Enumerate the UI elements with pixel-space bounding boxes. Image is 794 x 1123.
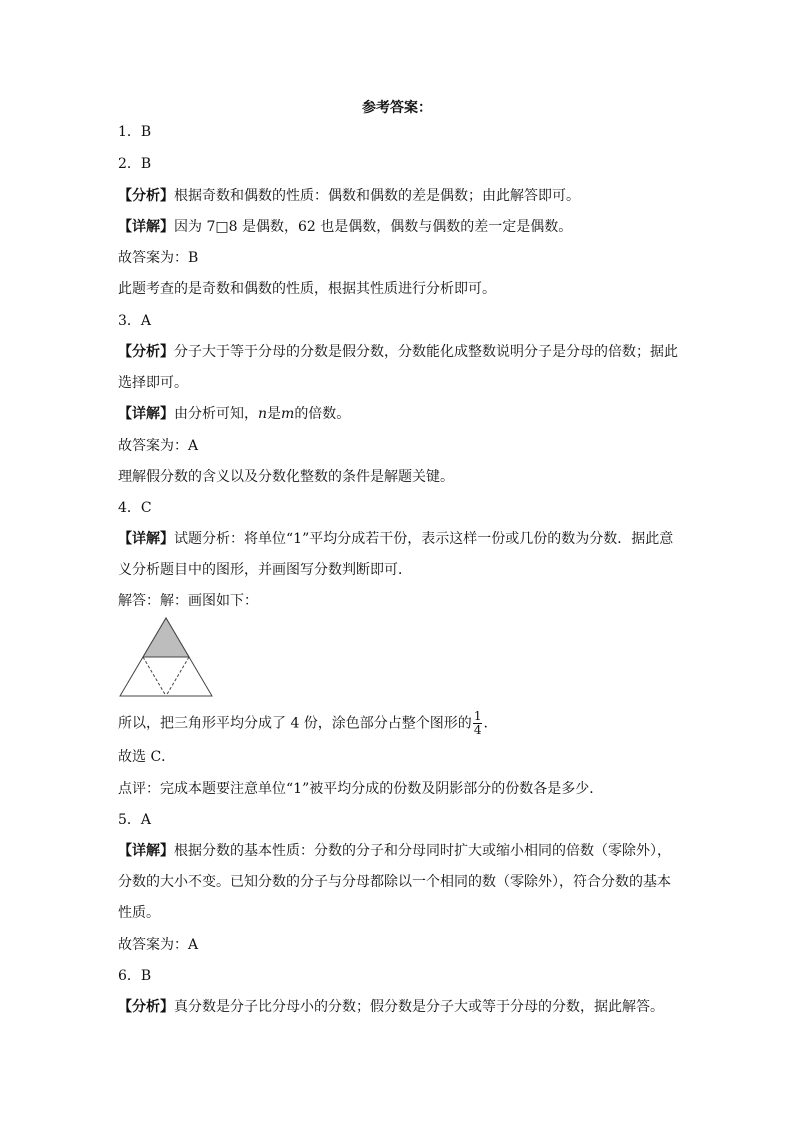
result-end: . (483, 715, 488, 732)
detail-label: 【详解】 (118, 406, 174, 422)
variable-n: n (258, 406, 268, 422)
q4-choice: 故选 C． (118, 749, 176, 765)
answer-6: 6．B (118, 968, 152, 984)
analysis-label: 【分析】 (118, 344, 174, 360)
fraction-one-quarter (473, 710, 483, 737)
q3-answer: 故答案为：A (118, 438, 199, 454)
q4-solve: 解答：解：画图如下： (118, 593, 258, 609)
detail-text-end: 的倍数。 (294, 406, 351, 422)
q2-detail (118, 217, 572, 237)
analysis-label: 【分析】 (118, 999, 174, 1015)
q2-analysis (118, 186, 580, 206)
triangle-figure (118, 614, 214, 700)
answer-1: 1．B (118, 124, 152, 140)
q3-analysis-cont: 选择即可。 (118, 375, 188, 391)
result-text: 所以，把三角形平均分成了 4 份，涂色部分占整个图形的 (118, 715, 472, 732)
q3-analysis (118, 342, 678, 362)
detail-text: 根据分数的基本性质：分数的分子和分母同时扩大或缩小相同的倍数（零除外）， (174, 843, 671, 859)
shaded-top-triangle (143, 618, 189, 657)
q4-detail-cont: 义分析题目中的图形，并画图写分数判断即可． (118, 562, 412, 578)
q2-comment: 此题考查的是奇数和偶数的性质，根据其性质进行分析即可。 (118, 281, 496, 297)
q5-detail-cont-2: 性质。 (118, 905, 160, 921)
fraction-denominator: 4 (473, 723, 482, 737)
analysis-text: 分子大于等于分母的分数是假分数，分数能化成整数说明分子是分母的倍数；据此 (174, 344, 678, 360)
detail-text: 因为 7□8 是偶数，62 也是偶数，偶数与偶数的差一定是偶数。 (174, 219, 573, 235)
q4-detail (118, 529, 673, 549)
q3-comment: 理解假分数的含义以及分数化整数的条件是解题关键。 (118, 469, 454, 485)
q5-detail-cont: 分数的大小不变。已知分数的分子与分母都除以一个相同的数（零除外），符合分数的基本 (118, 874, 671, 890)
analysis-text: 根据奇数和偶数的性质：偶数和偶数的差是偶数；由此解答即可。 (174, 188, 580, 204)
detail-text-mid: 是 (267, 406, 282, 422)
detail-text: 试题分析：将单位“1”平均分成若干份，表示这样一份或几份的数为分数．据此意 (174, 531, 674, 547)
q3-detail (118, 404, 350, 424)
q5-detail (118, 841, 671, 861)
q5-answer: 故答案为：A (118, 937, 199, 953)
detail-text: 由分析可知， (174, 406, 258, 422)
page-title: 参考答案： (362, 100, 432, 116)
q4-comment: 点评：完成本题要注意单位“1”被平均分成的份数及阴影部分的份数各是多少． (118, 781, 604, 797)
analysis-text: 真分数是分子比分母小的分数；假分数是分子大或等于分母的分数，据此解答。 (174, 999, 664, 1015)
detail-label: 【详解】 (118, 843, 174, 859)
q4-result (118, 710, 488, 737)
q6-analysis (118, 997, 664, 1017)
answer-4: 4．C (118, 500, 152, 516)
fraction-numerator: 1 (473, 709, 482, 723)
answer-2: 2．B (118, 156, 152, 172)
variable-m: m (281, 406, 295, 422)
q2-answer: 故答案为：B (118, 250, 199, 266)
detail-label: 【详解】 (118, 219, 174, 235)
analysis-label: 【分析】 (118, 188, 174, 204)
detail-label: 【详解】 (118, 531, 174, 547)
answer-5: 5．A (118, 812, 152, 828)
answer-3: 3．A (118, 313, 152, 329)
